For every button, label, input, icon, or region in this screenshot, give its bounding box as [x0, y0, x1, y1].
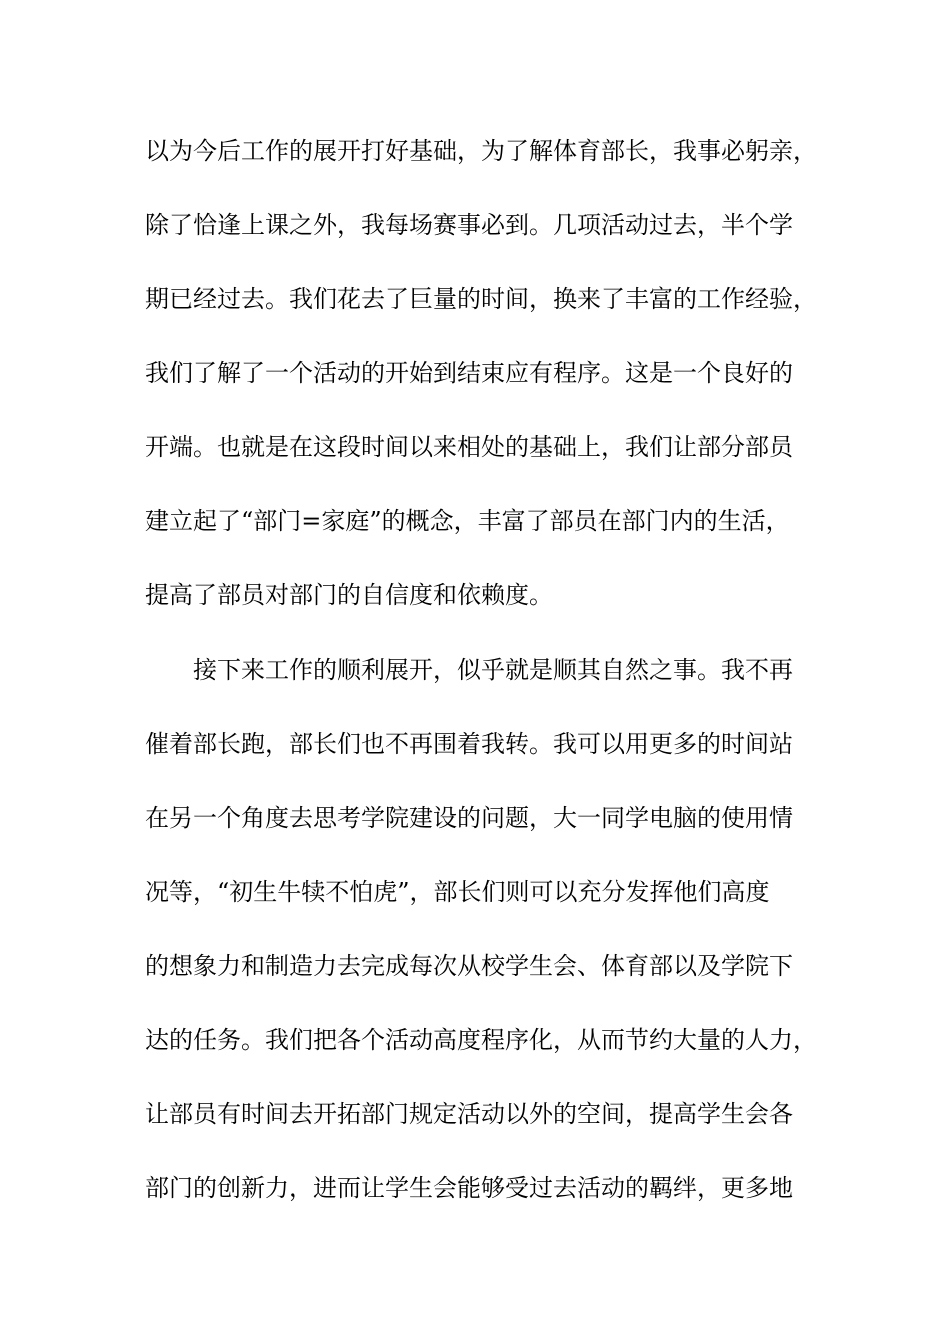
- paragraph-1-line-6: 建立起了“部门=家庭”的概念，丰富了部员在部门内的生活，: [145, 507, 790, 535]
- paragraph-1-line-1: 以为今后工作的展开打好基础，为了解体育部长，我事必躬亲，: [145, 137, 817, 165]
- paragraph-1-line-7: 提高了部员对部门的自信度和依赖度。: [145, 581, 553, 609]
- paragraph-1-line-3: 期已经过去。我们花去了巨量的时间，换来了丰富的工作经验，: [145, 285, 817, 313]
- paragraph-1-line-5: 开端。也就是在这段时间以来相处的基础上，我们让部分部员: [145, 433, 793, 461]
- paragraph-2-line-5: 的想象力和制造力去完成每次从校学生会、体育部以及学院下: [145, 952, 793, 980]
- paragraph-1-line-4: 我们了解了一个活动的开始到结束应有程序。这是一个良好的: [145, 359, 793, 387]
- paragraph-1-line-2: 除了恰逢上课之外，我每场赛事必到。几项活动过去，半个学: [145, 211, 793, 239]
- paragraph-2-line-4: 况等，“初生牛犊不怕虎”，部长们则可以充分发挥他们高度: [145, 878, 770, 906]
- paragraph-2-line-8: 部门的创新力，进而让学生会能够受过去活动的羁绊，更多地: [145, 1174, 793, 1202]
- paragraph-2-line-3: 在另一个角度去思考学院建设的问题，大一同学电脑的使用情: [145, 804, 793, 832]
- paragraph-2-line-7: 让部员有时间去开拓部门规定活动以外的空间，提高学生会各: [145, 1100, 793, 1128]
- paragraph-2-line-1: 接下来工作的顺利展开，似乎就是顺其自然之事。我不再: [193, 656, 793, 684]
- paragraph-2-line-6: 达的任务。我们把各个活动高度程序化，从而节约大量的人力，: [145, 1026, 817, 1054]
- paragraph-2-line-2: 催着部长跑，部长们也不再围着我转。我可以用更多的时间站: [145, 730, 793, 758]
